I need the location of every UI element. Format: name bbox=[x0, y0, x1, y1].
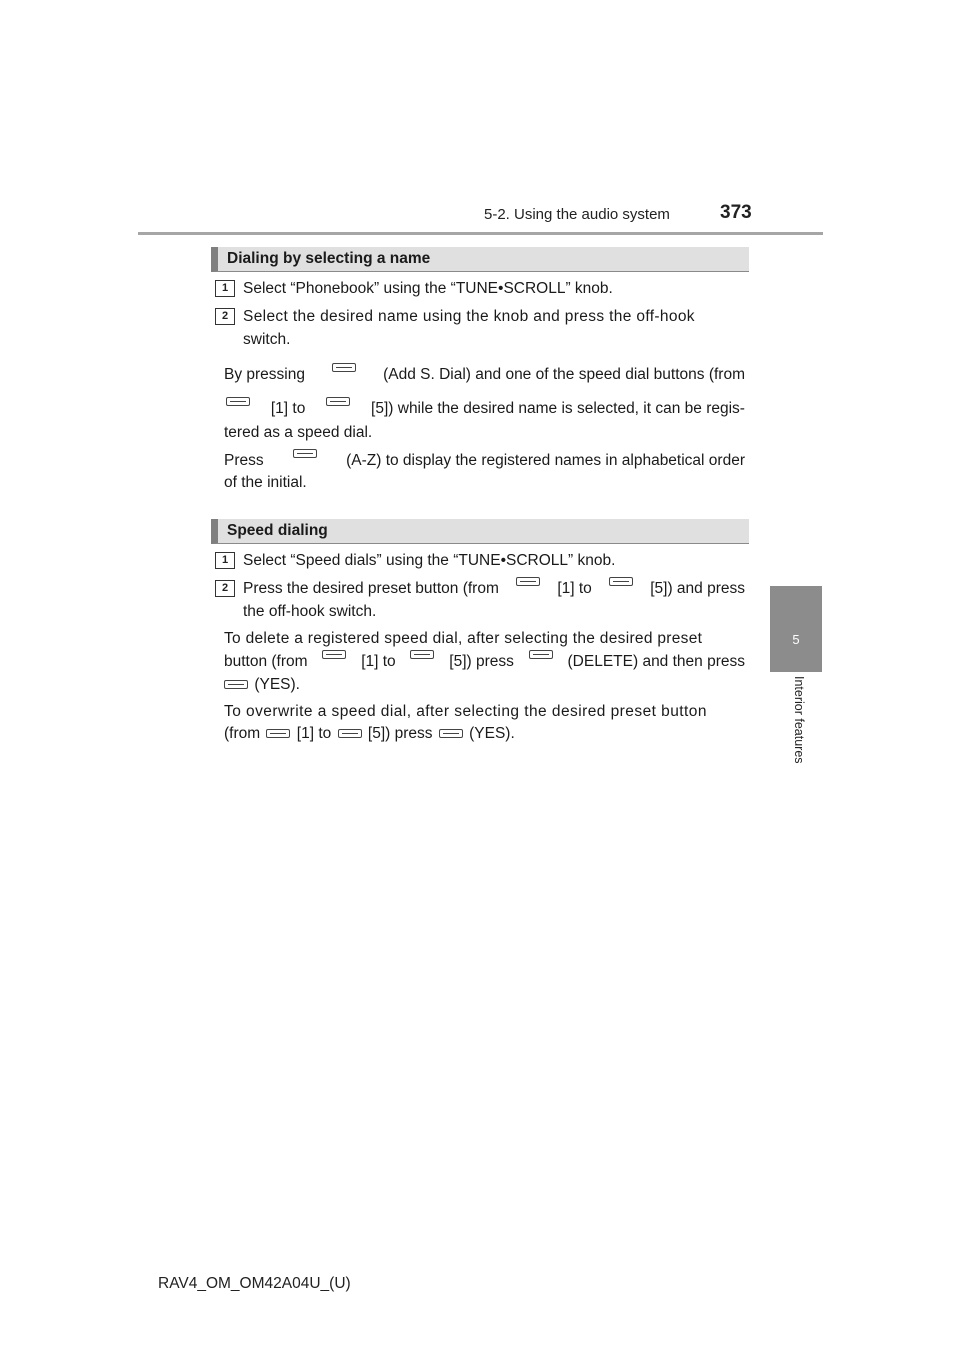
note-text: (YES). bbox=[224, 673, 300, 696]
step-number: 1 bbox=[215, 280, 235, 297]
button-icon bbox=[322, 650, 346, 659]
button-icon bbox=[293, 449, 317, 458]
button-icon bbox=[529, 650, 553, 659]
chapter-number: 5 bbox=[792, 632, 800, 647]
note-text: (from [1] to [5]) press (YES). bbox=[224, 725, 515, 742]
button-icon bbox=[226, 397, 250, 406]
note-text: Press (A-Z) to display the registered names in alphabetical order bbox=[224, 449, 745, 472]
button-icon bbox=[332, 363, 356, 372]
step-text-cont: switch. bbox=[243, 331, 291, 348]
button-icon bbox=[266, 729, 290, 738]
note-text: [1] to [5]) while the desired name is selected, it can be regis- bbox=[224, 397, 745, 420]
note-text: To delete a registered speed dial, after selecting the desired preset bbox=[224, 630, 703, 647]
section-heading-dialing-by-name bbox=[211, 247, 749, 272]
step-text: Select the desired name using the knob and press the off-hook bbox=[243, 308, 695, 325]
step-text-cont: the off-hook switch. bbox=[243, 603, 377, 620]
button-icon bbox=[224, 680, 248, 689]
running-header-section: 5-2. Using the audio system bbox=[484, 206, 670, 223]
step-number: 2 bbox=[215, 580, 235, 597]
step-number: 2 bbox=[215, 308, 235, 325]
button-icon bbox=[338, 729, 362, 738]
section-heading-speed-dialing bbox=[211, 519, 749, 544]
header-rule bbox=[138, 232, 823, 235]
note-text: of the initial. bbox=[224, 474, 307, 491]
section-title: Dialing by selecting a name bbox=[227, 250, 431, 267]
note-text: To overwrite a speed dial, after selecting the desired preset button bbox=[224, 703, 707, 720]
document-id: RAV4_OM_OM42A04U_(U) bbox=[158, 1275, 351, 1292]
note-text: button (from [1] to [5]) press (DELETE) and then press bbox=[224, 650, 745, 673]
button-icon bbox=[439, 729, 463, 738]
chapter-tab bbox=[770, 586, 822, 672]
button-icon bbox=[326, 397, 350, 406]
button-icon bbox=[410, 650, 434, 659]
note-text: By pressing (Add S. Dial) and one of the speed dial buttons (from bbox=[224, 363, 745, 386]
step-number: 1 bbox=[215, 552, 235, 569]
chapter-label: Interior features bbox=[792, 676, 806, 764]
step-text: Press the desired preset button (from [1] to [5]) and press bbox=[243, 577, 745, 600]
page-number: 373 bbox=[720, 202, 752, 223]
step-text: Select “Phonebook” using the “TUNE•SCROLL” knob. bbox=[243, 280, 613, 297]
note-text: tered as a speed dial. bbox=[224, 424, 373, 441]
step-text: Select “Speed dials” using the “TUNE•SCROLL” knob. bbox=[243, 552, 616, 569]
button-icon bbox=[609, 577, 633, 586]
section-title: Speed dialing bbox=[227, 522, 328, 539]
button-icon bbox=[516, 577, 540, 586]
